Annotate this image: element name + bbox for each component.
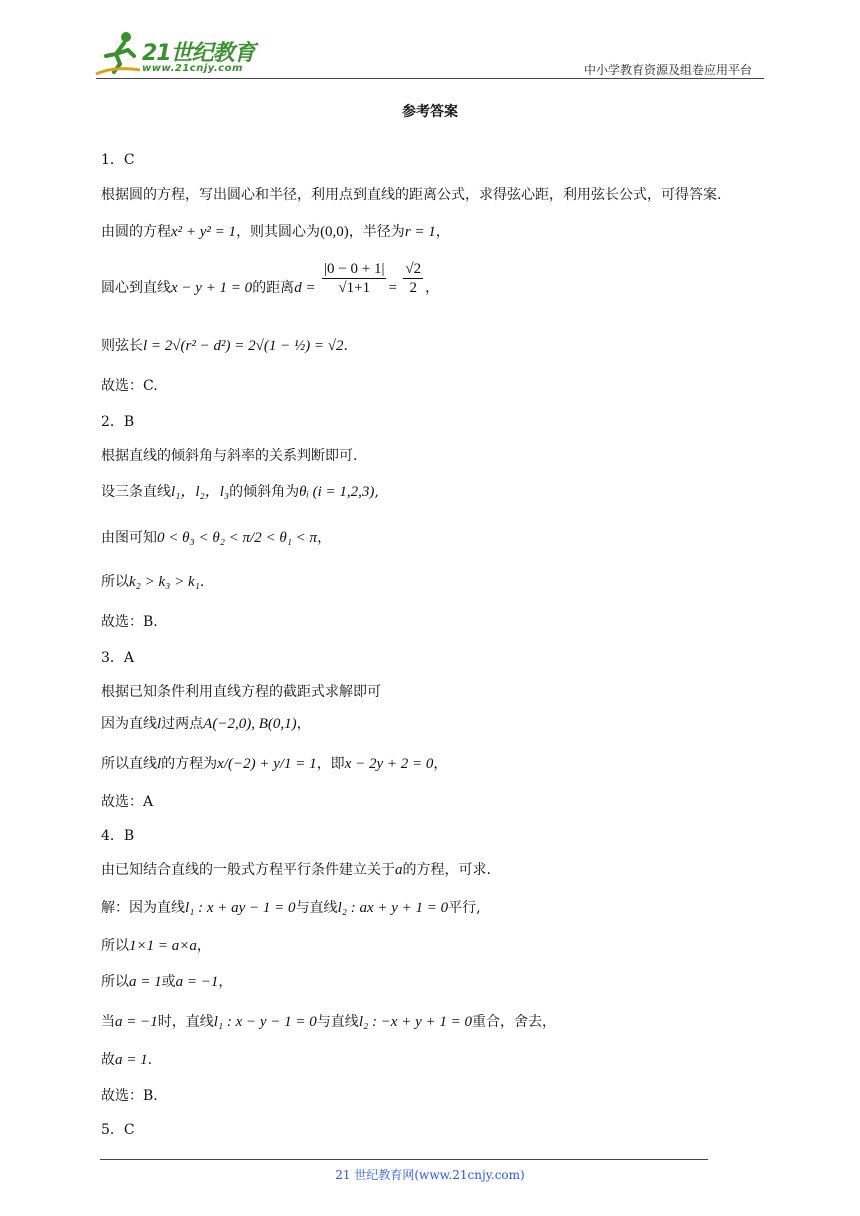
logo-text: 21世纪教育: [142, 41, 255, 66]
q2-line2: 设三条直线l₁，l₂，l₃的倾斜角为θᵢ (i = 1,2,3),: [101, 484, 379, 500]
header-platform-text: 中小学教育资源及组卷应用平台: [583, 63, 752, 77]
q4-line5: 当a = −1时，直线l₁ : x − y − 1 = 0与直线l₂ : −x + y + 1 = 0重合，舍去，: [101, 1014, 556, 1030]
page-header: [0, 0, 860, 80]
q4-hint: 由已知结合直线的一般式方程平行条件建立关于a的方程，可求.: [101, 862, 491, 878]
site-logo: [94, 30, 264, 78]
runner-logo-icon: [94, 30, 144, 76]
q4-line3: 所以1×1 = a×a，: [101, 938, 211, 954]
q3-line3: 所以直线l的方程为x/(−2) + y/1 = 1，即x − 2y + 2 = 0，: [101, 756, 448, 772]
q2-line4: 所以k₂ > k₃ > k₁.: [101, 574, 205, 590]
q2-conclusion: 故选：B.: [101, 614, 158, 630]
q3-line2: 因为直线l过两点A(−2,0), B(0,1)，: [101, 716, 311, 732]
q2-line3: 由图可知0 < θ₃ < θ₂ < π/2 < θ₁ < π，: [101, 530, 332, 546]
q4-line2: 解：因为直线l₁ : x + ay − 1 = 0与直线l₂ : ax + y + 1 = 0平行,: [101, 900, 481, 916]
q1-line2: 由圆的方程x² + y² = 1，则其圆心为(0,0)，半径为r = 1，: [101, 224, 450, 240]
q3-conclusion: 故选：A: [101, 794, 154, 810]
page-title: 参考答案: [402, 104, 458, 120]
q1-number: 1．C: [101, 152, 135, 168]
q2-number: 2．B: [101, 414, 135, 430]
footer-divider: [100, 1159, 708, 1160]
q4-line4: 所以a = 1或a = −1，: [101, 974, 233, 990]
q2-hint: 根据直线的倾斜角与斜率的关系判断即可.: [101, 448, 358, 464]
q3-hint: 根据已知条件利用直线方程的截距式求解即可: [101, 684, 381, 700]
q1-line4: 则弦长l = 2√(r² − d²) = 2√(1 − ½) = √2.: [101, 338, 348, 354]
footer-link[interactable]: 21 世纪教育网(www.21cnjy.com): [335, 1168, 525, 1182]
q4-conclusion: 故选：B.: [101, 1088, 158, 1104]
q1-conclusion: 故选：C.: [101, 378, 158, 394]
logo-url: www.21cnjy.com: [142, 63, 243, 74]
q5-number: 5．C: [101, 1122, 135, 1138]
q1-hint: 根据圆的方程，写出圆心和半径，利用点到直线的距离公式，求得弦心距，利用弦长公式，可得答案.: [101, 187, 722, 203]
q1-line3: 圆心到直线x − y + 1 = 0的距离d = $\frac{|0 - 0 + 1|}{√1+1}$ = $\frac{√2}{2}$ ，: [101, 260, 440, 296]
q3-number: 3．A: [101, 650, 135, 666]
header-divider: [96, 78, 764, 79]
q4-number: 4．B: [101, 828, 135, 844]
q4-line6: 故a = 1.: [101, 1052, 153, 1068]
